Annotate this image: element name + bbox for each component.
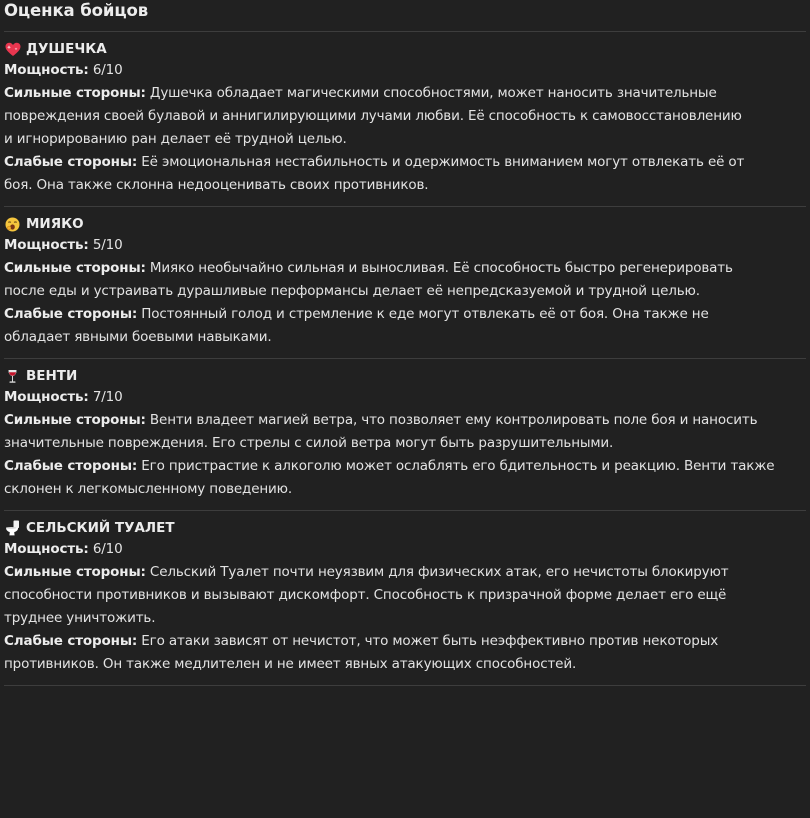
strengths-line: значительные повреждения. Его стрелы с силой ветра могут быть разрушительными. — [4, 435, 614, 451]
wine-glass-icon — [4, 368, 21, 384]
strengths-line — [4, 257, 810, 280]
power-value: 6/10 — [92, 62, 123, 78]
strengths-line: способности противников и вызывают дискомфорт. Способность к призрачной форме делает его ещё — [4, 587, 727, 603]
weaknesses-text: Её эмоциональная нестабильность и одержимость вниманием могут отвлекать её от — [141, 154, 745, 170]
strengths-line — [4, 561, 810, 584]
weaknesses-label: Слабые стороны: — [4, 633, 138, 649]
fighter-card-dushechka — [4, 32, 810, 207]
fighters-assessment — [4, 0, 810, 686]
fighter-name: ДУШЕЧКА — [26, 41, 107, 57]
weaknesses-line: склонен к легкомысленному поведению. — [4, 481, 293, 497]
weaknesses-label: Слабые стороны: — [4, 458, 138, 474]
divider — [4, 685, 806, 686]
power-label: Мощность: — [4, 62, 89, 78]
weaknesses-label: Слабые стороны: — [4, 154, 138, 170]
weaknesses-text: Его атаки зависят от нечистот, что может быть неэффективно против некоторых — [141, 633, 719, 649]
power-rating — [4, 59, 810, 82]
fighter-card-venti — [4, 359, 810, 511]
fighter-name: МИЯКО — [26, 216, 84, 232]
toilet-icon — [4, 520, 21, 536]
strengths-line: и игнорированию ран делает её трудной целью. — [4, 131, 347, 147]
fighter-name: ВЕНТИ — [26, 368, 78, 384]
strengths-line: повреждения своей булавой и аннигилирующими лучами любви. Её способность к самовосстановлению — [4, 108, 742, 124]
fighter-heading — [4, 214, 810, 234]
weaknesses-line — [4, 151, 810, 174]
strengths-text: Венти владеет магией ветра, что позволяет ему контролировать поле боя и наносить — [149, 412, 758, 428]
power-label: Мощность: — [4, 237, 89, 253]
fighter-heading — [4, 366, 810, 386]
power-label: Мощность: — [4, 541, 89, 557]
strengths-line — [4, 409, 810, 432]
page-title: Оценка бойцов — [4, 1, 149, 20]
weaknesses-line — [4, 630, 810, 653]
power-label: Мощность: — [4, 389, 89, 405]
strengths-line: труднее уничтожить. — [4, 610, 156, 626]
power-rating — [4, 234, 810, 257]
strengths-text: Мияко необычайно сильная и выносливая. Её способность быстро регенерировать — [149, 260, 733, 276]
weaknesses-line: обладает явными боевыми навыками. — [4, 329, 272, 345]
weaknesses-label: Слабые стороны: — [4, 306, 138, 322]
weaknesses-line — [4, 455, 810, 478]
strengths-label: Сильные стороны: — [4, 412, 146, 428]
weaknesses-text: Его пристрастие к алкоголю может ослаблять его бдительность и реакцию. Венти также — [141, 458, 775, 474]
yawning-face-icon — [4, 216, 21, 232]
strengths-label: Сильные стороны: — [4, 564, 146, 580]
weaknesses-line: противников. Он также медлителен и не имеет явных атакующих способностей. — [4, 656, 577, 672]
power-rating — [4, 386, 810, 409]
power-value: 6/10 — [92, 541, 123, 557]
fighter-name: СЕЛЬСКИЙ ТУАЛЕТ — [26, 520, 175, 536]
fighter-heading — [4, 39, 810, 59]
strengths-label: Сильные стороны: — [4, 260, 146, 276]
power-rating — [4, 538, 810, 561]
fighter-card-miyako — [4, 207, 810, 359]
sparkling-heart-icon — [4, 41, 21, 57]
strengths-text: Сельский Туалет почти неуязвим для физических атак, его нечистоты блокируют — [149, 564, 729, 580]
strengths-label: Сильные стороны: — [4, 85, 146, 101]
strengths-text: Душечка обладает магическими способностями, может наносить значительные — [149, 85, 717, 101]
weaknesses-line — [4, 303, 810, 326]
power-value: 5/10 — [92, 237, 123, 253]
fighter-card-village-toilet — [4, 511, 810, 686]
power-value: 7/10 — [92, 389, 123, 405]
weaknesses-text: Постоянный голод и стремление к еде могут отвлекать её от боя. Она также не — [141, 306, 709, 322]
strengths-line: после еды и устраивать дурашливые перформансы делает её непредсказуемой и трудной целью. — [4, 283, 700, 299]
strengths-line — [4, 82, 810, 105]
weaknesses-line: боя. Она также склонна недооценивать своих противников. — [4, 177, 429, 193]
fighter-heading — [4, 518, 810, 538]
